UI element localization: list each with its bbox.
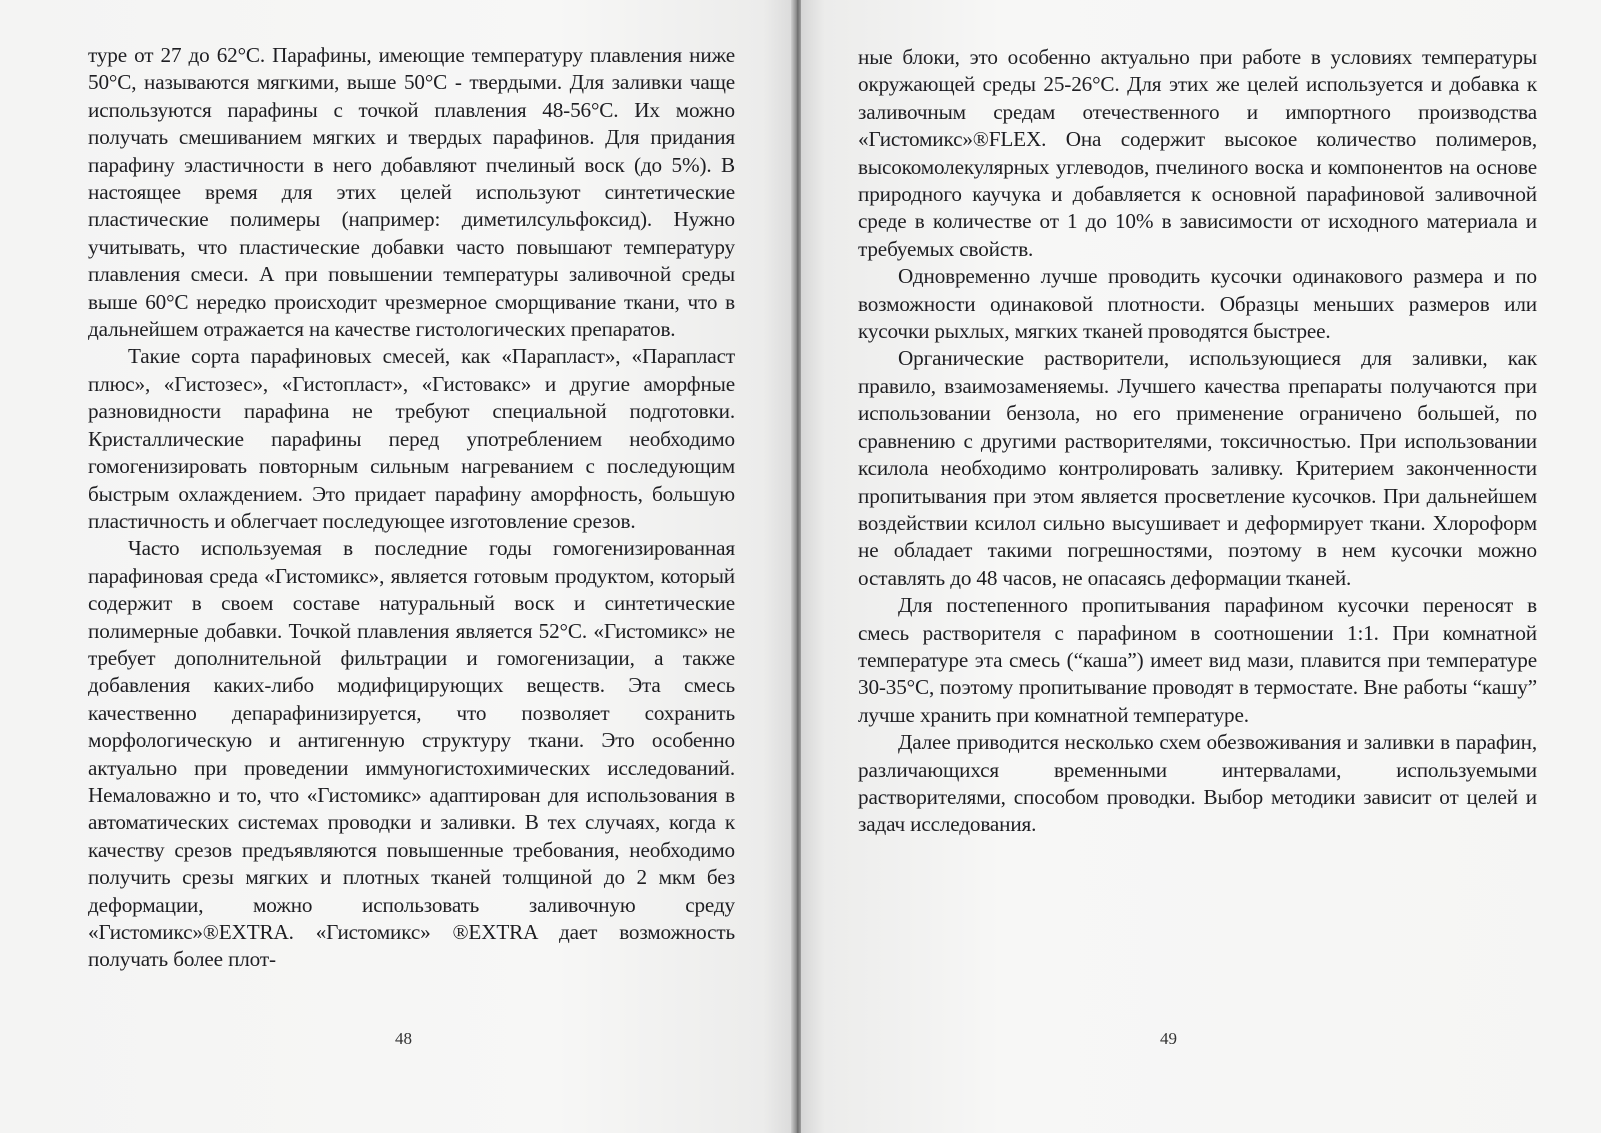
right-page: [801, 0, 1601, 1133]
page-number-left: 48: [395, 1029, 412, 1048]
page-number-right: 49: [1160, 1029, 1177, 1048]
paragraph: Для постепенного пропитывания парафином кусочки переносят в смесь растворителя с парафином в соотношении 1:1. При комнатной температуре эта смесь (“каша”) имеет вид мази, плавится при температуре 30-35°С, поэтому пропитывание проводят в термостате. Вне работы “кашу” лучше хранить при комнатной температуре.: [858, 593, 1537, 727]
paragraph: Часто используемая в последние годы гомогенизированная парафиновая среда «Гистомикс», является готовым продуктом, который содержит в своем составе натуральный воск и синтетические полимерные добавки. Точкой плавления является 52°С. «Гистомикс» не требует дополнительной фильтрации и гомогенизации, а также добавления каких-либо модифицирующих веществ. Эта смесь качественно депарафинизируется, что позволяет сохранить морфологическую и антигенную структуру ткани. Это особенно актуально при проведении иммуногистохимических исследований. Немаловажно и то, что «Гистомикс» адаптирован для использования в автоматических системах проводки и заливки. В тех случаях, когда к качеству срезов предъявляются повышенные требования, необходимо получить срезы мягких и плотных тканей толщиной до 2 мкм без деформации, можно использовать заливочную среду «Гистомикс»®EXTRA. «Гистомикс» ®EXTRA дает возможность получать более плот-: [88, 536, 735, 972]
paragraph: Такие сорта парафиновых смесей, как «Парапласт», «Парапласт плюс», «Гистозес», «Гистопласт», «Гистовакс» и другие аморфные разновидности парафина не требуют специальной подготовки. Кристаллические парафины перед употреблением необходимо гомогенизировать повторным сильным нагреванием с последующим быстрым охлаждением. Это придает парафину аморфность, большую пластичность и облегчает последующее изготовление срезов.: [88, 344, 735, 533]
paragraph: Одновременно лучше проводить кусочки одинакового размера и по возможности одинаковой плотности. Образцы меньших размеров или кусочки рыхлых, мягких тканей проводятся быстрее.: [858, 264, 1537, 344]
paragraph: ные блоки, это особенно актуально при работе в условиях температуры окружающей среды 25-26°С. Для этих же целей используется и добавка к заливочным средам отечественного и импортного производства «Гистомикс»®FLEX. Она содержит высокое количество полимеров, высокомолекулярных углеводов, пчелиного воска и компонентов на основе природного каучука и добавляется к основной парафиновой заливочной среде в количестве от 1 до 10% в зависимости от исходного материала и требуемых свойств.: [858, 45, 1537, 261]
paragraph: Далее приводится несколько схем обезвоживания и заливки в парафин, различающихся временными интервалами, используемыми растворителями, способом проводки. Выбор методики зависит от целей и задач исследования.: [858, 730, 1537, 837]
paragraph: Органические растворители, использующиеся для заливки, как правило, взаимозаменяемы. Лучшего качества препараты получаются при использовании бензола, но его применение ограничено большей, по сравнению с другими растворителями, токсичностью. При использовании ксилола необходимо контролировать заливку. Критерием законченности пропитывания при этом является просветление кусочков. При дальнейшем воздействии ксилол сильно высушивает и деформирует ткани. Хлороформ не обладает такими погрешностями, поэтому в нем кусочки можно оставлять до 48 часов, не опасаясь деформации тканей.: [858, 346, 1537, 590]
right-page-text: [858, 44, 1537, 839]
paragraph: туре от 27 до 62°С. Парафины, имеющие температуру плавления ниже 50°С, называются мягкими, выше 50°С - твердыми. Для заливки чаще используются парафины с точкой плавления 48-56°С. Их можно получать смешиванием мягких и твердых парафинов. Для придания парафину эластичности в него добавляют пчелиный воск (до 5%). В настоящее время для этих целей используют синтетические пластические полимеры (например: диметилсульфоксид). Нужно учитывать, что пластические добавки часто повышают температуру плавления смеси. А при повышении температуры заливочной среды выше 60°С нередко происходит чрезмерное сморщивание ткани, что в дальнейшем отражается на качестве гистологических препаратов.: [88, 43, 735, 342]
left-page-text: [88, 42, 735, 974]
left-page: [0, 0, 795, 1133]
